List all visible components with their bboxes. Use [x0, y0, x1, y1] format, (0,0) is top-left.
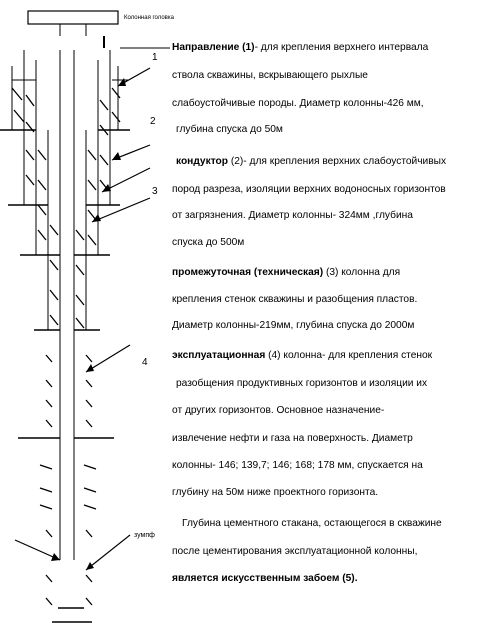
para1-line3: слабоустойчивые породы. Диаметр колонны-426 мм, — [172, 98, 424, 109]
para1-line1 — [172, 42, 428, 53]
para3-line3: Диаметр колонны-219мм, глубина спуска до 2000м — [172, 320, 415, 331]
para4-text-1: (4) колонна- для крепления стенок — [268, 350, 433, 361]
wellhead-label: Колонная головка — [124, 15, 174, 21]
para5-line2: после цементирования эксплуатационной колонны, — [172, 546, 418, 557]
term-casing-direction: Направление — [172, 42, 240, 53]
para2-line4: спуска до 500м — [172, 237, 245, 248]
para4-line5: колонны- 146; 139,7; 146; 168; 178 мм, спускается на — [172, 460, 423, 471]
term-conductor: кондуктор — [176, 156, 228, 167]
para3-text-1: (3) колонна для — [325, 267, 401, 278]
para4-line1 — [172, 350, 432, 361]
term-production: эксплуатационная — [172, 350, 266, 361]
para1-text-1: - для крепления верхнего интервала — [254, 42, 429, 53]
para2-line3: от загрязнения. Диаметр колонны- 324мм ,глубина — [172, 210, 413, 221]
sump-label: зумпф — [134, 532, 155, 539]
para1-line2: ствола скважины, вскрывающего рыхлые — [172, 70, 368, 81]
callout-number-2: 2 — [150, 116, 156, 127]
term-intermediate: промежуточная (техническая) — [172, 267, 324, 278]
para4-line4: извлечение нефти и газа на поверхность. Диаметр — [172, 433, 413, 444]
para5-line1: Глубина цементного стакана, остающегося в скважине — [182, 518, 442, 529]
para2-text-1: (2)- для крепления верхних слабоустойчивых — [230, 156, 447, 167]
para4-line3: от других горизонтов. Основное назначение- — [172, 405, 385, 416]
para2-line1 — [176, 156, 446, 167]
callout-number-3: 3 — [152, 186, 158, 197]
callout-number-1: 1 — [152, 52, 158, 63]
para3-line1 — [172, 267, 400, 278]
para2-line2: пород разреза, изоляции верхних водоносных горизонтов — [172, 184, 446, 195]
term-number-1: (1) — [242, 42, 255, 53]
para4-line2: разобщения продуктивных горизонтов и изоляции их — [176, 378, 428, 389]
para1-line4: глубина спуска до 50м — [176, 124, 283, 135]
para3-line2: крепления стенок скважины и разобщения пластов. — [172, 294, 418, 305]
callout-number-4: 4 — [142, 357, 148, 368]
para4-line6: глубину на 50м ниже проектного горизонта. — [172, 487, 379, 498]
para5-line3: является искусственным забоем (5). — [172, 573, 358, 584]
